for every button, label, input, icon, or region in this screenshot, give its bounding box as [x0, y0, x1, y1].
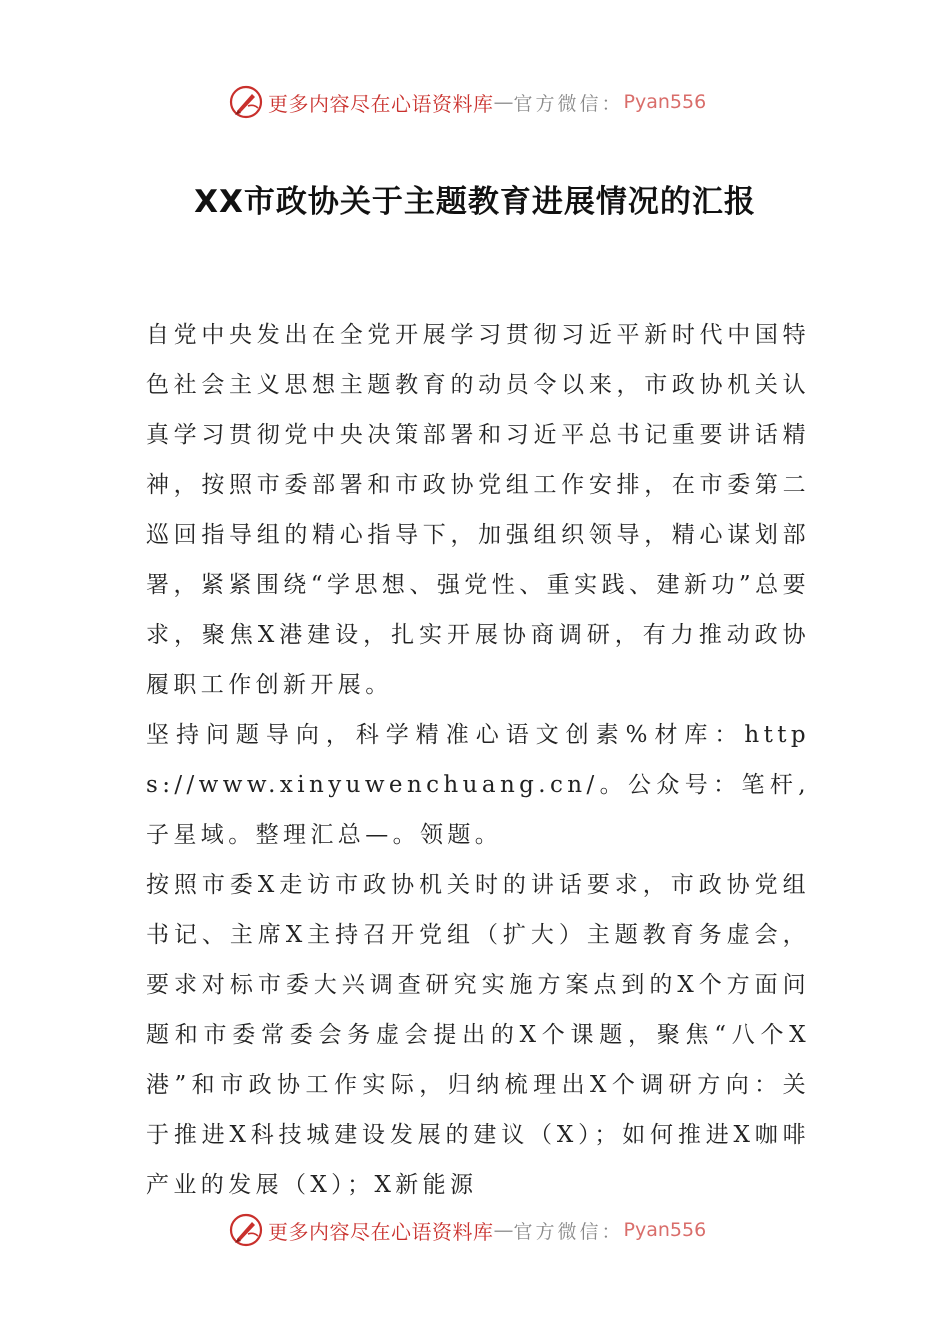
footer-promo-text: 更多内容尽在心语资料库 [268, 1219, 494, 1244]
document-title: XX市政协关于主题教育进展情况的汇报 [194, 184, 756, 220]
footer-separator: — [493, 1218, 514, 1242]
pen-logo-icon [228, 84, 264, 120]
paragraph-3: 按照市委X走访市政协机关时的讲话要求，市政协党组书记、主席X主持召开党组（扩大）主题教育务虚会，要求对标市委大兴调查研究实施方案点到的X个方面问题和市委常委会务虚会提出的X个课题，聚焦“八个X港”和市政协工作实际，归纳梳理出X个调研方向：关于推进X科技城建设发展的建议（X）；如何推进X咖啡产业的发展（X）；X新能源 [146, 872, 810, 1198]
paragraph-1: 自党中央发出在全党开展学习贯彻习近平新时代中国特色社会主义思想主题教育的动员令以来，市政协机关认真学习贯彻党中央决策部署和习近平总书记重要讲话精神，按照市委部署和市政协党组工作安排，在市委第二巡回指导组的精心指导下，加强组织领导，精心谋划部署，紧紧围绕“学思想、强党性、重实践、建新功”总要求，聚焦X港建设，扎实开展协商调研，有力推动政协履职工作创新开展。 [146, 322, 810, 698]
paragraph-2: 坚持问题导向，科学精准心语文创素%材库：https://www.xinyuwenchuang.cn/。公众号：笔杆,子星域。整理汇总—。领题。 [146, 722, 810, 848]
header-promo-text: 更多内容尽在心语资料库 [268, 91, 494, 116]
footer-wechat-id: Pyan556 [623, 1219, 707, 1241]
footer-banner [228, 1210, 706, 1250]
header-wechat-id: Pyan556 [623, 91, 707, 113]
pen-logo-icon [228, 1212, 264, 1248]
header-separator: — [493, 90, 514, 114]
header-wechat-label: 官方微信： [513, 92, 624, 115]
footer-wechat-label: 官方微信： [513, 1220, 624, 1243]
document-body [146, 310, 810, 1210]
header-banner [228, 82, 706, 122]
